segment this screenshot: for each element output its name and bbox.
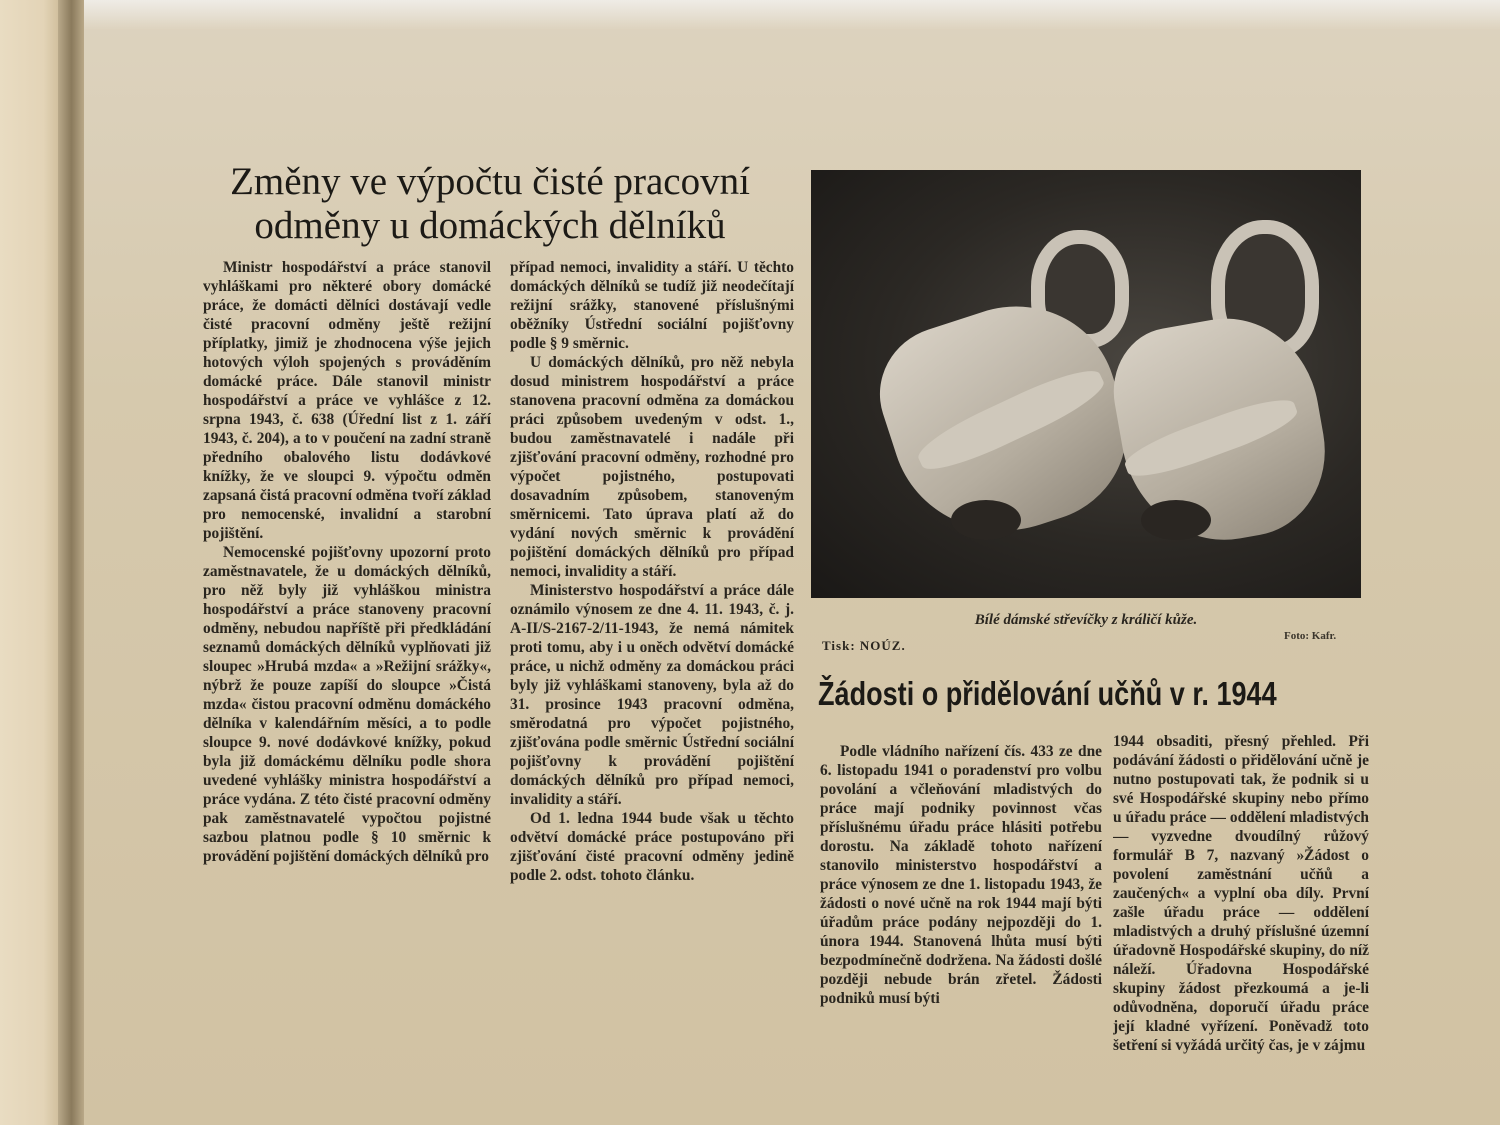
article1-title: Změny ve výpočtu čisté pracovní odměny u domáckých dělníků: [230, 160, 750, 247]
article2-col1-paragraph: Podle vládního nařízení čís. 433 ze dne 6. listopadu 1941 o poradenství pro volbu povolání a včleňování mladistvých do práce mají podniky povinnost včas příslušnému úřadu práce hlásiti potřebu dorostu. Na základě tohoto nařízení stanovilo ministerstvo hospodářství a práce výnosem ze dne 1. listopadu 1943, že žádosti o nové učně na rok 1944 mají býti úřadům práce podány nejpozději do 1. února 1944. Stanovená lhůta musí býti bezpodmínečně dodržena. Na žádosti došlé později nebude brán zřetel. Žádosti podniků musí býti: [820, 743, 1102, 1007]
article2-col2-paragraph: 1944 obsaditi, přesný přehled. Při podávání žádosti o přidělování učně je nutno postupovati tak, že podnik si u své Hospodářské skupiny nebo přímo u úřadu práce — oddělení mladistvých — vyzvedne dvoudílný růžový formulář B 7, nazvaný »Žádost o povolení zaměstnání učňů a zaučených« a vyplní oba díly. První zašle úřadu práce — oddělení mladistvých a druhý příslušné územní úřadovně Hospodářské skupiny, do níž náleží. Úřadovna Hospodářské skupiny žádost přezkoumá a je-li odůvodněna, doporučí úřadu práce její kladné vyřízení. Poněvadž toto šetření si vyžádá určitý čas, je v zájmu: [1113, 733, 1369, 1054]
article1-col1-paragraph: Nemocenské pojišťovny upozorní proto zaměstnavatele, že u domáckých dělníků, pro něž byly již vyhláškou ministra hospodářství a práce stanoveny pracovní odměny, nebudou napříště při předkládání seznamů domáckých dělníků vyplňovati již sloupec »Hrubá mzda« a »Režijní srážky«, nýbrž že pouze zapíší do sloupce »Čistá mzda« čistou pracovní odměnu domáckého dělníka v kalendářním měsíci, a to podle sloupce 9. nové dodávkové knížky, pokud byla již domáckému dělníku podle shora uvedené vyhlášky ministra hospodářství a práce vydána. Z této čisté pracovní odměny pak zaměstnavatelé vypočtou pojistné sazbou platnou podle § 10 směrnic k provádění pojištění domáckých dělníků pro: [203, 544, 491, 865]
article1-col2-paragraph: Ministerstvo hospodářství a práce dále oznámilo výnosem ze dne 4. 11. 1943, č. j. A-II/S-2167-2/11-1943, že nemá námitek proti tomu, aby i u oněch odvětví domácké práce, u nichž odměny za domáckou práci byly již vyhláškami stanoveny, byla až do 31. prosince 1943 pracovní odměna, směrodatná pro výpočet pojistného, zjišťována podle směrnic Ústřední sociální pojišťovny k provádění pojištění domáckých dělníků pro případ nemoci, invalidity a stáří.: [510, 582, 794, 808]
photo-caption: Bílé dámské střevíčky z králičí kůže.: [974, 612, 1198, 628]
article1-column-1: [203, 258, 491, 1125]
article2-column-1: [820, 742, 1102, 1125]
shoes-photo: [811, 170, 1361, 598]
photo-credit: Foto: Kafr.: [1284, 630, 1337, 642]
article1-col2-paragraph: U domáckých dělníků, pro něž nebyla dosud ministrem hospodářství a práce stanovena pracovní odměna za domáckou práci způsobem uvedeným v odst. 1., budou zaměstnavatelé i nadále při zjišťování pracovní odměny, rozhodné pro výpočet pojistného, postupovati dosavadním způsobem, stanoveným směrnicemi. Tato úprava platí až do vydání nových směrnic k provádění pojištění domáckých dělníků pro případ nemoci, invalidity a stáří.: [510, 354, 794, 580]
left-page-edge: [0, 0, 62, 1125]
article1-col2-paragraph: Od 1. ledna 1944 bude však u těchto odvětví domácké práce postupováno při zjišťování čisté pracovní odměny jedině podle 2. odst. tohoto článku.: [510, 810, 794, 884]
page-top-edge: [84, 0, 1500, 30]
article2-column-2: [1113, 732, 1369, 1125]
article1-col2-paragraph: případ nemoci, invalidity a stáří. U těchto domáckých dělníků se tudíž již neodečítají režijní srážky, stanovené příslušnými oběžníky Ústřední sociální pojišťovny podle § 9 směrnic.: [510, 259, 794, 352]
article1-column-2: [510, 258, 794, 1125]
right-shoe: [1101, 210, 1341, 550]
article2-title: Žádosti o přidělování učňů v r. 1944: [818, 675, 1277, 712]
article1-col1-paragraph: Ministr hospodářství a práce stanovil vyhláškami pro některé obory domácké práce, že domácti dělníci dostávají vedle čisté pracovní odměny ještě režijní příplatky, jimiž je zhodnocena výše jejich hotových výloh spojených s prováděním domácké práce. Dále stanovil ministr hospodářství a práce ve vyhlášce z 12. srpna 1943, č. 638 (Úřední list z 1. září 1943, č. 204), a to v poučení na zadní straně předního obalového listu dodávkové knížky, že ve sloupci 9. výpočtu odměn zapsaná čistá pracovní odměna tvoří základ pro nemocenské, invalidní a starobní pojištění.: [203, 259, 491, 542]
printer-imprint: Tisk: NOÚZ.: [822, 638, 906, 653]
